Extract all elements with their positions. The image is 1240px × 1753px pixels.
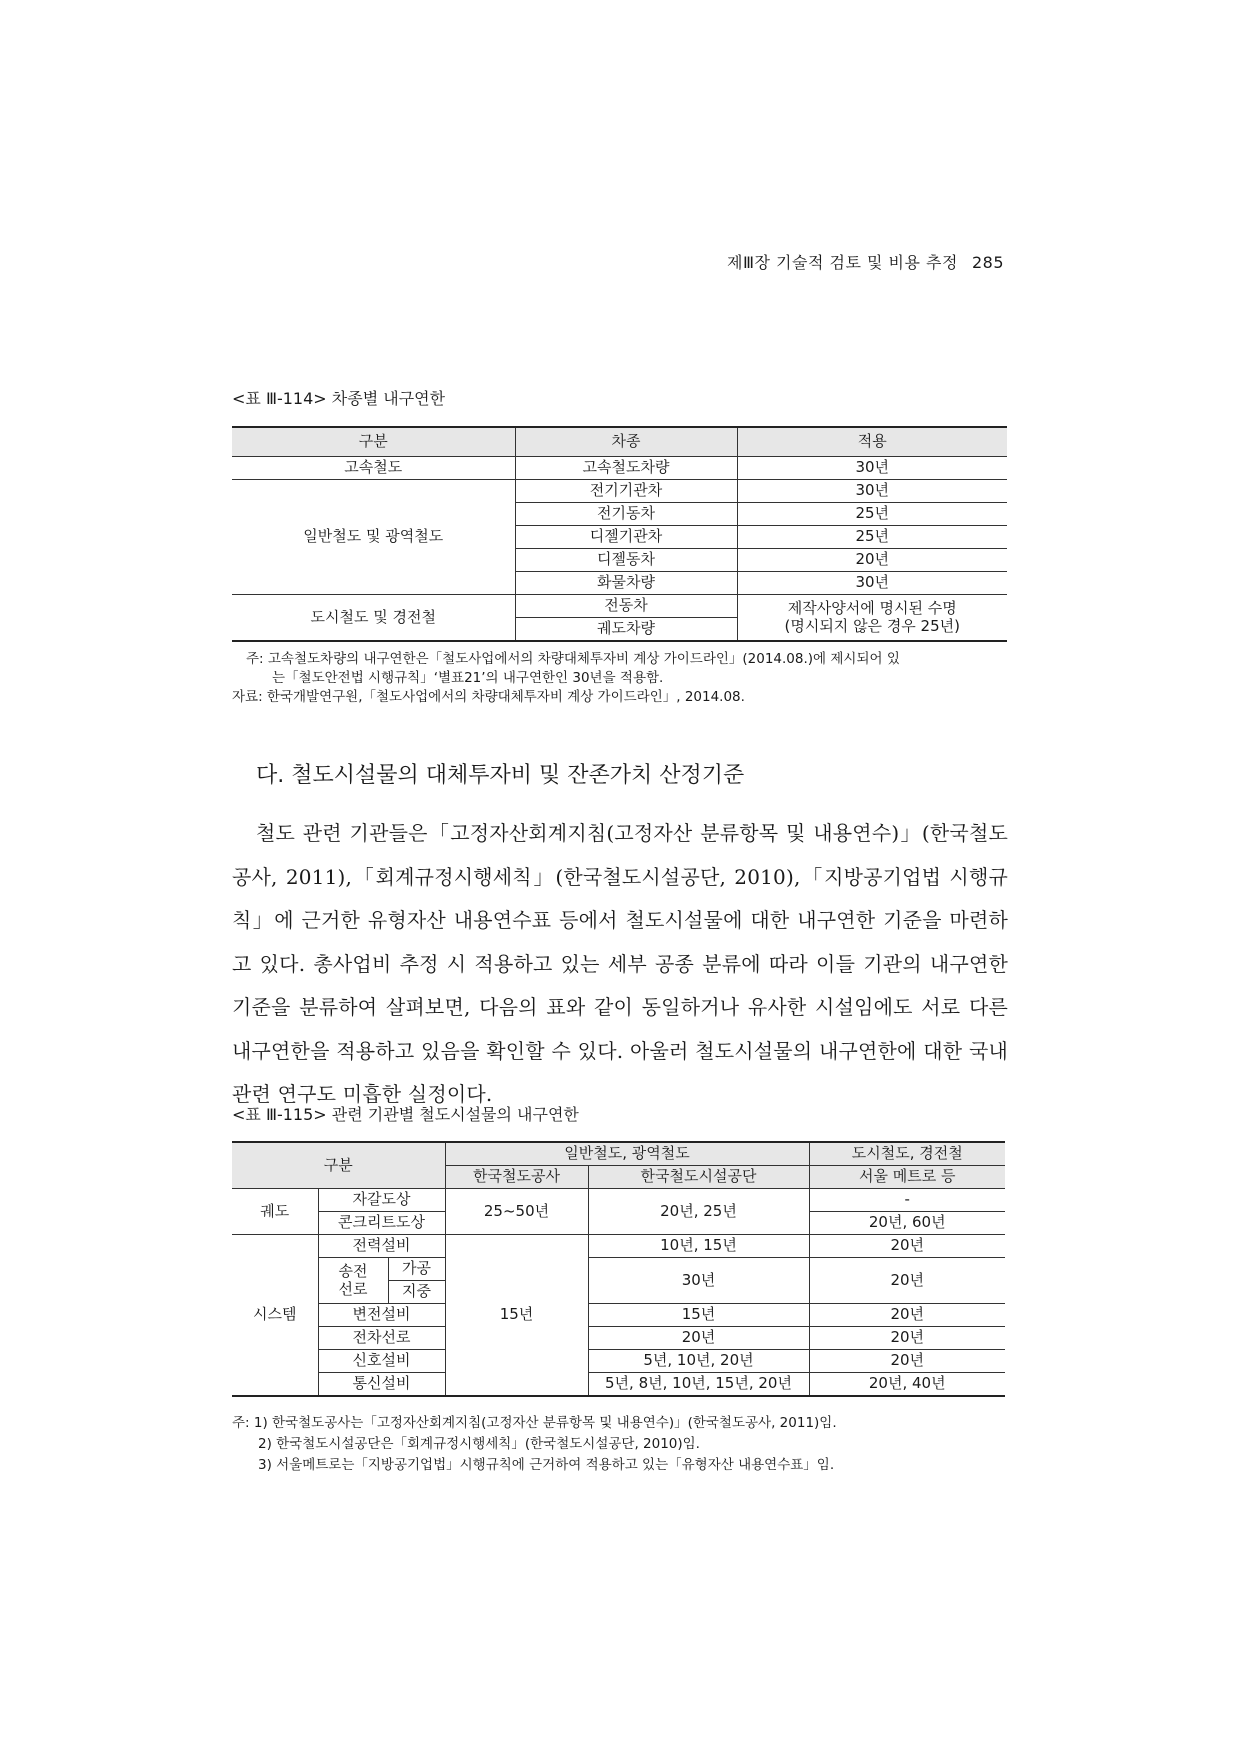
lifespan-merged-line: 제작사양서에 명시된 수명: [787, 599, 957, 618]
note-text: 주: 1) 한국철도공사는「고정자산회계지침(고정자산 분류항목 및 내용연수)」(한국철도공사, 2011)임.: [232, 1415, 837, 1431]
vehicle-type-cell: 화물차량: [515, 572, 737, 595]
facility-cell: [318, 1258, 388, 1304]
table2-caption: <표 Ⅲ-115> 관련 기관별 철도시설물의 내구연한: [232, 1105, 579, 1124]
value-cell: 20년: [809, 1258, 1005, 1304]
group-cell: 도시철도 및 경전철: [232, 595, 515, 642]
table-row: [232, 1327, 1005, 1350]
header-cell: 일반철도, 광역철도: [445, 1142, 809, 1166]
lifespan-cell: 20년: [737, 549, 1007, 572]
note-text: 는「철도안전법 시행규칙」‘별표21’의 내구연한인 30년을 적용함.: [272, 670, 664, 686]
header-cell: 한국철도공사: [445, 1166, 588, 1189]
table1-notes: [232, 650, 900, 707]
header-cell: 구분: [232, 1142, 445, 1189]
section-heading: 다. 철도시설물의 대체투자비 및 잔존가치 산정기준: [256, 763, 745, 788]
group-cell: 고속철도: [232, 457, 515, 480]
facility-cell: 콘크리트도상: [318, 1212, 445, 1235]
table-header-row: [232, 427, 1007, 457]
value-cell: 10년, 15년: [588, 1235, 809, 1258]
facility-label-line: 송전: [338, 1262, 368, 1281]
value-cell: 5년, 10년, 20년: [588, 1350, 809, 1373]
table2-notes: [232, 1413, 837, 1476]
chapter-title: 제Ⅲ장 기술적 검토 및 비용 추정: [727, 253, 958, 272]
vehicle-type-cell: 고속철도차량: [515, 457, 737, 480]
vehicle-type-cell: 디젤동차: [515, 549, 737, 572]
table-row: [232, 1350, 1005, 1373]
value-cell: 20년: [809, 1327, 1005, 1350]
lifespan-merged-cell: [737, 595, 1007, 642]
table1-caption: <표 Ⅲ-114> 차종별 내구연한: [232, 389, 446, 408]
header-cell: 한국철도시설공단: [588, 1166, 809, 1189]
body-paragraph: 철도 관련 기관들은「고정자산회계지침(고정자산 분류항목 및 내용연수)」(한국철도공사, 2011),「회계규정시행세칙」(한국철도시설공단, 2010),「지방공기업법 시행규칙」에 근거한 유형자산 내용연수표 등에서 철도시설물에 대한 내구연한 기준을 마련하고 있다. 총사업비 추정 시 적용하고 있는 세부 공종 분류에 따라 이들 기관의 내구연한 기준을 분류하여 살펴보면, 다음의 표와 같이 동일하거나 유사한 시설임에도 서로 다른 내구연한을 적용하고 있음을 확인할 수 있다. 아울러 철도시설물의 내구연한에 대한 국내 관련 연구도 미흡한 실정이다.: [232, 821, 1008, 1106]
vehicle-type-cell: 전기동차: [515, 503, 737, 526]
table-row: [232, 1235, 1005, 1258]
source-text: 자료: 한국개발연구원,「철도사업에서의 차량대체투자비 계상 가이드라인」, 2014.08.: [232, 689, 745, 705]
value-cell: 30년: [588, 1258, 809, 1304]
lifespan-cell: 30년: [737, 457, 1007, 480]
value-cell: 20년: [588, 1327, 809, 1350]
lifespan-merged-line: (명시되지 않은 경우 25년): [784, 616, 960, 635]
page-number: 285: [971, 253, 1004, 272]
table-row: [232, 595, 1007, 618]
note-text: 3) 서울메트로는「지방공기업법」시행규칙에 근거하여 적용하고 있는「유형자산 내용연수표」임.: [258, 1457, 835, 1473]
header-cell: 도시철도, 경전철: [809, 1142, 1005, 1166]
note-text: 2) 한국철도시설공단은「회계규정시행세칙」(한국철도시설공단, 2010)임.: [258, 1436, 700, 1452]
lifespan-cell: 30년: [737, 572, 1007, 595]
table-row: [232, 1373, 1005, 1397]
facility-cell: 전차선로: [318, 1327, 445, 1350]
value-cell: 20년, 40년: [809, 1373, 1005, 1397]
facility-lifespan-table: [232, 1141, 1005, 1397]
facility-cell: 가공: [388, 1258, 445, 1281]
vehicle-type-cell: 궤도차량: [515, 618, 737, 642]
table-row: [232, 1258, 1005, 1281]
lifespan-cell: 30년: [737, 480, 1007, 503]
value-cell: 20년: [809, 1304, 1005, 1327]
value-cell: 20년: [809, 1235, 1005, 1258]
vehicle-lifespan-table: [232, 426, 1007, 642]
facility-cell: 전력설비: [318, 1235, 445, 1258]
facility-cell: 지중: [388, 1281, 445, 1304]
facility-label-line: 선로: [338, 1279, 368, 1298]
lifespan-cell: 25년: [737, 526, 1007, 549]
value-cell: 20년, 60년: [809, 1212, 1005, 1235]
header-cell: 차종: [515, 427, 737, 457]
note-text: 주: 고속철도차량의 내구연한은「철도사업에서의 차량대체투자비 계상 가이드라인」(2014.08.)에 제시되어 있: [246, 651, 900, 667]
value-cell: 15년: [588, 1304, 809, 1327]
facility-cell: 자갈도상: [318, 1189, 445, 1212]
value-cell: 15년: [445, 1235, 588, 1397]
table-header-row: [232, 1142, 1005, 1166]
value-cell: 5년, 8년, 10년, 15년, 20년: [588, 1373, 809, 1397]
group-cell: 일반철도 및 광역철도: [232, 480, 515, 595]
table-row: [232, 1189, 1005, 1212]
vehicle-type-cell: 디젤기관차: [515, 526, 737, 549]
value-cell: 20년, 25년: [588, 1189, 809, 1235]
facility-cell: 신호설비: [318, 1350, 445, 1373]
header-cell: 서울 메트로 등: [809, 1166, 1005, 1189]
value-cell: -: [809, 1189, 1005, 1212]
vehicle-type-cell: 전동차: [515, 595, 737, 618]
value-cell: 20년: [809, 1350, 1005, 1373]
group-cell: 시스템: [232, 1235, 318, 1397]
table-row: [232, 480, 1007, 503]
group-cell: 궤도: [232, 1189, 318, 1235]
table-row: [232, 457, 1007, 480]
facility-cell: 변전설비: [318, 1304, 445, 1327]
vehicle-type-cell: 전기기관차: [515, 480, 737, 503]
header-cell: 구분: [232, 427, 515, 457]
running-header: [727, 250, 1004, 273]
header-cell: 적용: [737, 427, 1007, 457]
table-row: [232, 1304, 1005, 1327]
lifespan-cell: 25년: [737, 503, 1007, 526]
facility-cell: 통신설비: [318, 1373, 445, 1397]
value-cell: 25~50년: [445, 1189, 588, 1235]
